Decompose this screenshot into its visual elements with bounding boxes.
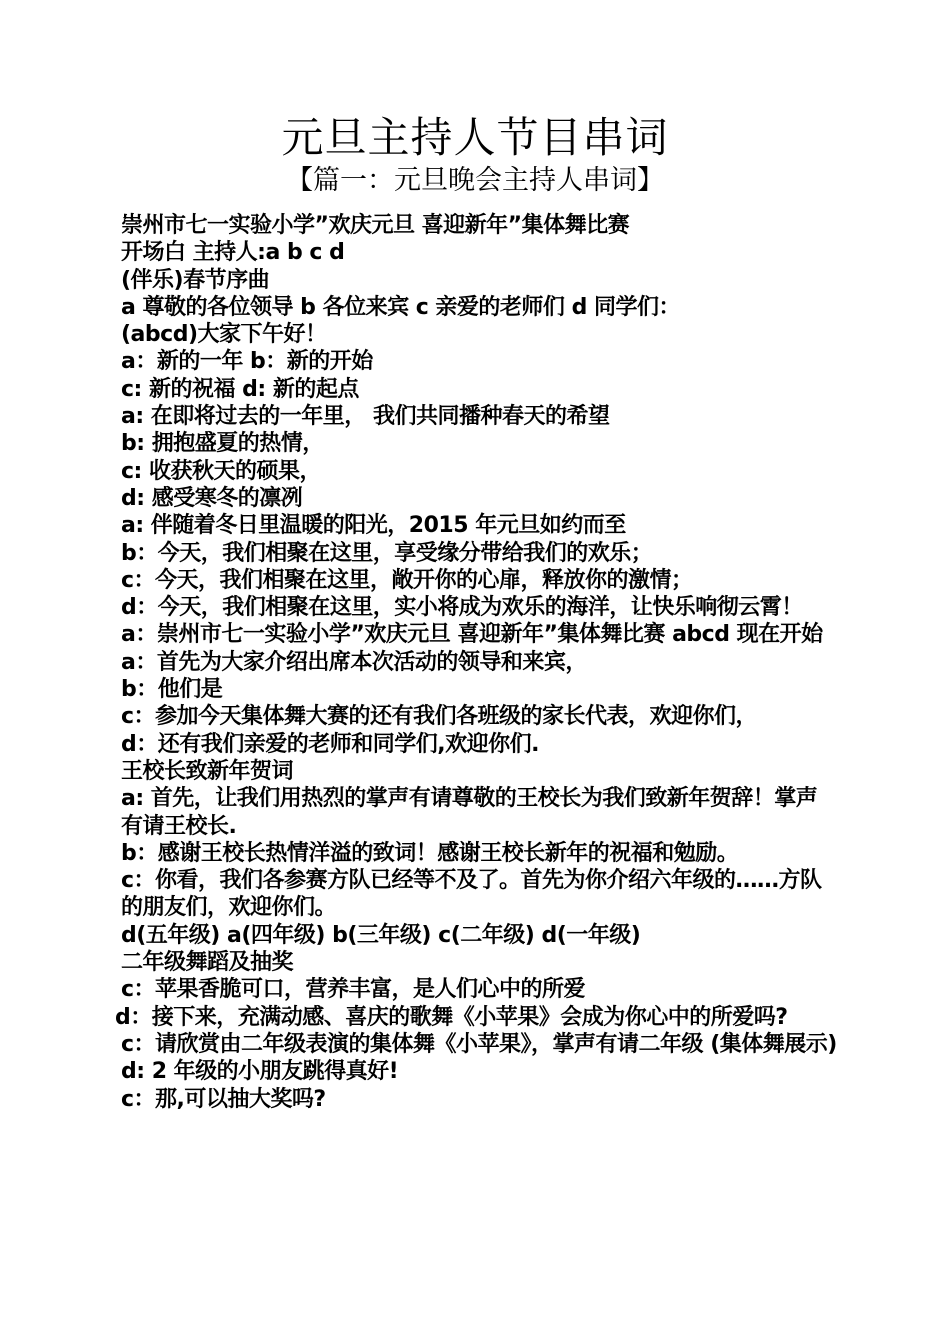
document-line: d：今天，我们相聚在这里，实小将成为欢乐的海洋，让快乐响彻云霄！ <box>121 595 803 621</box>
document-line: b：感谢王校长热情洋溢的致词！感谢王校长新年的祝福和勉励。 <box>121 840 739 866</box>
document-subtitle: 【篇一：元旦晚会主持人串词】 <box>286 165 664 196</box>
document-line: d: 感受寒冬的凛冽 <box>121 485 303 511</box>
document-line: b: 拥抱盛夏的热情， <box>121 431 324 457</box>
document-line: a: 首先，让我们用热烈的掌声有请尊敬的王校长为我们致新年贺辞！掌声有请王校长. <box>121 786 818 839</box>
document-line: b：他们是 <box>121 677 223 703</box>
document-line: c：苹果香脆可口，营养丰富，是人们心中的所爱 <box>121 977 586 1003</box>
document-line: c: 收获秋天的硕果， <box>121 458 321 484</box>
document-line: d：还有我们亲爱的老师和同学们,欢迎你们. <box>121 731 539 757</box>
document-line: c：你看，我们各参赛方队已经等不及了。首先为你介绍六年级的……方队的朋友们，欢迎你们。 <box>121 868 822 921</box>
document-line: (伴乐)春节序曲 <box>121 267 270 293</box>
document-line: d：接下来，充满动感、喜庆的歌舞《小苹果》会成为你心中的所爱吗? <box>115 1004 788 1030</box>
document-title: 元旦主持人节目串词 <box>281 113 669 162</box>
document-line: a 尊敬的各位领导 b 各位来宾 c 亲爱的老师们 d 同学们： <box>121 294 680 320</box>
document-line: c：那,可以抽大奖吗? <box>121 1086 326 1112</box>
document-line: b：今天，我们相聚在这里，享受缘分带给我们的欢乐； <box>121 540 653 566</box>
document-body <box>115 212 837 1113</box>
document-line: d(五年级) a(四年级) b(三年级) c(二年级) d(一年级) <box>121 922 641 948</box>
document-line: a：新的一年 b：新的开始 <box>121 349 373 375</box>
document-line: c：参加今天集体舞大赛的还有我们各班级的家长代表，欢迎你们， <box>121 704 758 730</box>
document-line: c：请欣赏由二年级表演的集体舞《小苹果》，掌声有请二年级 (集体舞展示) d: 2 年级的小朋友跳得真好! <box>121 1031 837 1085</box>
document-line: 二年级舞蹈及抽奖 <box>121 950 294 976</box>
document-line: 王校长致新年贺词 <box>121 758 294 784</box>
document-line: c: 新的祝福 d: 新的起点 <box>121 376 359 402</box>
document-line: a：首先为大家介绍出席本次活动的领导和来宾， <box>121 649 587 675</box>
document-line: c：今天，我们相聚在这里，敞开你的心扉，释放你的激情； <box>121 567 693 593</box>
document-line: a: 伴随着冬日里温暖的阳光，2015 年元旦如约而至 <box>121 513 626 539</box>
document-line: 崇州市七一实验小学”欢庆元旦 喜迎新年”集体舞比赛 <box>121 213 630 238</box>
document-line: a: 在即将过去的一年里， 我们共同播种春天的希望 <box>121 404 610 430</box>
document-line: a：崇州市七一实验小学”欢庆元旦 喜迎新年”集体舞比赛 abcd 现在开始 <box>121 622 823 648</box>
document-line: 开场白 主持人:a b c d <box>121 240 345 266</box>
document-line: (abcd)大家下午好！ <box>121 322 327 348</box>
